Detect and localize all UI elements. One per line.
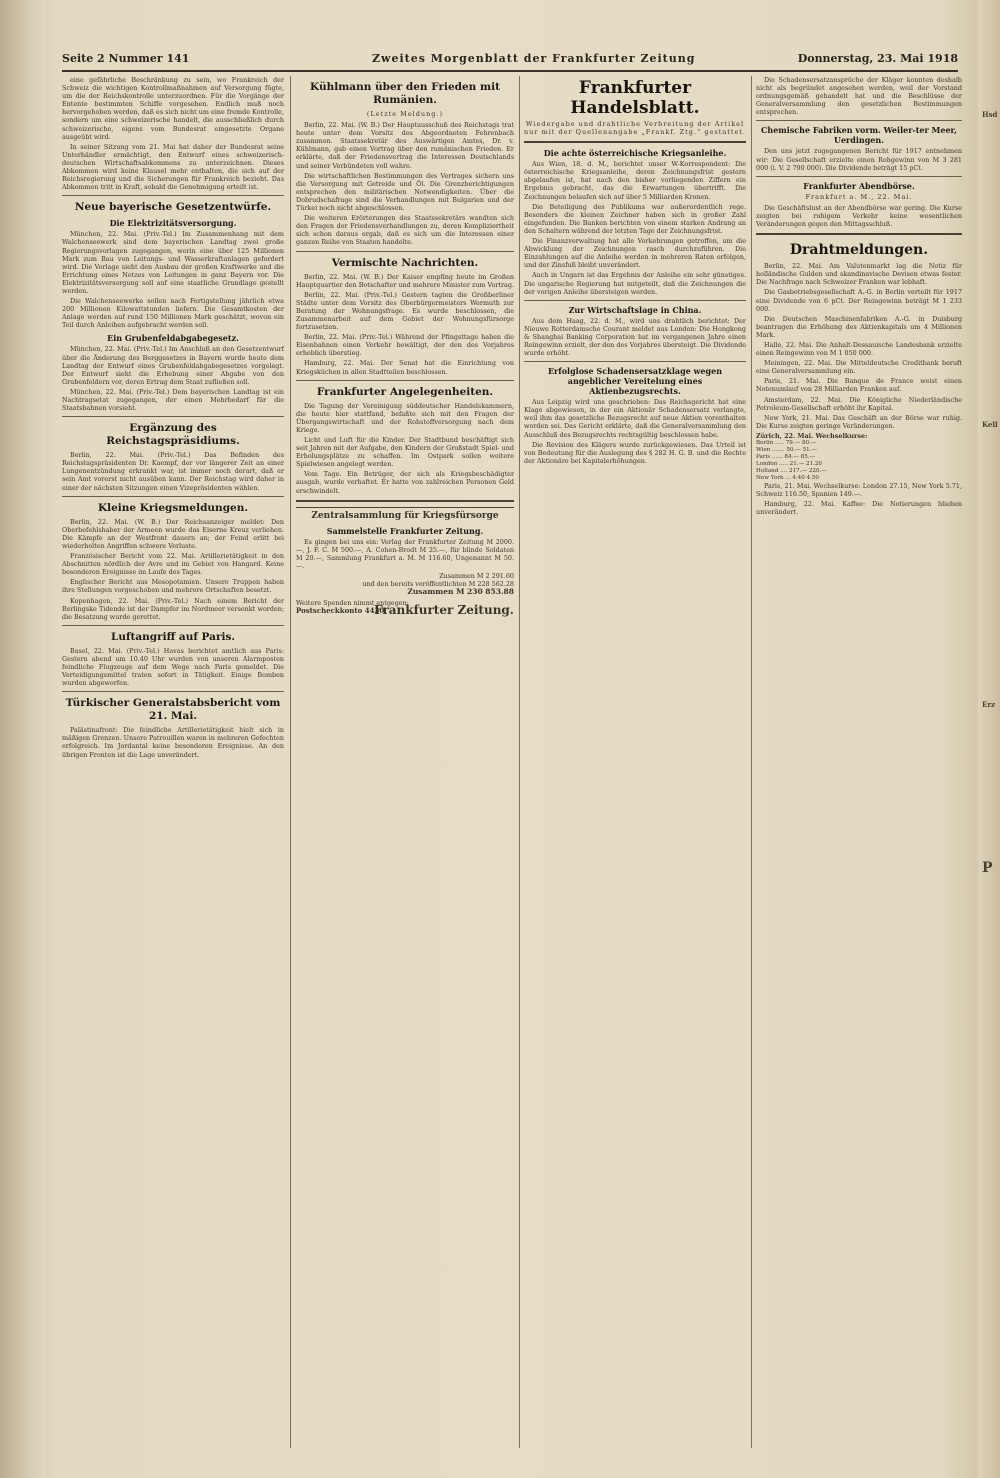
article-text: Die Gasbetriebsgesellschaft A.-G. in Berlin verteilt für 1917 eine Dividende von 6 pCt. Der Reingewinn beträgt M 1 233 000. — [756, 288, 962, 313]
column-rule — [751, 76, 752, 1448]
table-row: Holland .... 217.— 220.— — [756, 468, 827, 474]
article-heading: Frankfurter Angelegenheiten. — [316, 385, 494, 398]
article-text: Basel, 22. Mai. (Priv.-Tel.) Havas berichtet amtlich aus Paris: Gestern abend um 10.40 Uhr wurden von unseren Alarmposten feindliche Flugzeuge auf dem Wege nach Paris gemeldet. Die Verteidigungsmittel traten sofort in Tätigkeit. Einige Bomben wurden abgeworfen. — [62, 646, 284, 688]
article-heading: Frankfurter Abendbörse. — [803, 180, 915, 191]
article-text: Auch in Ungarn ist das Ergebnis der Anleihe ein sehr günstiges. Die ungarische Regierung hat mitgeteilt, daß die Zeichnungen die der vorigen Anleihe übersteigen werden. — [524, 271, 746, 296]
article-text: Die Deutschen Maschinenfabriken A.-G. in Duisburg beantragen die Erhöhung des Aktienkapitals um 4 Millionen Mark. — [756, 314, 962, 339]
table-row: Paris ...... 84.— 85.— — [756, 454, 816, 460]
article-text: Hamburg, 22. Mai. Kaffee: Die Notierungen blieben unverändert. — [756, 500, 962, 517]
article-heading: Kühlmann über den Frieden mit Rumänien. — [310, 81, 500, 106]
donation-heading: Zentralsammlung für Kriegsfürsorge — [296, 507, 514, 522]
article-text: Die Walchenseewerke sollen nach Fertigstellung jährlich etwa 200 Millionen Kilowattstunden liefern. Die Gesamtkosten der Anlage werden auf rund 150 Millionen Mark geschätzt, wovon ein Teil durch Anleihen aufgebracht werden soll. — [62, 297, 284, 330]
article-subheading: Die Elektrizitätsversorgung. — [109, 218, 237, 229]
article-text: Berlin, 22. Mai. (Priv.-Tel.) Das Befinden des Reichstagspräsidenten Dr. Kaempf, der vor längerer Zeit an einer Lungenentzündung erkrankt war, ist immer noch derart, daß er sein Amt vorerst nicht ausüben kann. Der Reichstag wird daher in einer der nächsten Sitzungen einen Vizepräsidenten wählen. — [62, 451, 284, 492]
article-heading: Ergänzung des Reichstagspräsidiums. — [106, 422, 240, 448]
article-text: Licht und Luft für die Kinder. Der Stadtbund beschäftigt sich seit Jahren mit der Aufgabe, den Kindern der Großstadt Spiel- und Erholungsplätze zu schaffen. Im Ostpark sollen weitere Spielwiesen angelegt werden. — [296, 436, 514, 469]
article-heading: Luftangriff auf Paris. — [110, 630, 236, 643]
article-text: Aus Wien, 18. d. M., berichtet unser W-Korrespondent: Die österreichische Kriegsanleihe, deren Zeichnungsfrist gestern abgelaufen ist, hat nach den bisher vorliegenden Ziffern ein Ergebnis gebracht, das die Erwartungen übertrifft. Die Zeichnungen belaufen sich auf über 5 Milliarden Kronen. — [524, 160, 746, 201]
donation-list: Es gingen bei uns ein: Verlag der Frankfurter Zeitung M 2000.—, J. F. C. M 500.—, A. Cohen-Brodt M 25.—, für blinde Soldaten M 20.—, Sammlung Frankfurt a. M. M 116.60, Ungenannt M 50.—. — [296, 537, 514, 570]
article-text: New York, 21. Mai. Das Geschäft an der Börse war ruhig. Die Kurse zeigten geringe Veränderungen. — [756, 413, 962, 430]
article-text: Die Tagung der Vereinigung süddeutscher Handelskammern, die heute hier stattfand, befaßte sich mit den Fragen der Übergangswirtschaft und der Rohstoffversorgung nach dem Kriege. — [296, 401, 514, 434]
exchange-table — [756, 440, 962, 482]
article-text: Den uns jetzt zugegangenen Bericht für 1917 entnehmen wir: Die Gesellschaft erzielte einen Rohgewinn von M 3 281 000 (i. V. 2 790 000). Die Dividende beträgt 15 pCt. — [756, 147, 962, 172]
article-text: Paris, 21. Mai. Die Banque de France weist einen Notenumlauf von 28 Milliarden Franken auf. — [756, 377, 962, 394]
article-text: Berlin, 22. Mai. (W. B.) Der Kaiser empfing heute im Großen Hauptquartier den Botschafter und mehrere Minister zum Vortrag. — [296, 272, 514, 289]
article-heading: Türkischer Generalstabsbericht vom 21. Mai. — [65, 697, 281, 723]
article-text: Die Geschäftslust an der Abendbörse war gering. Die Kurse zeigten bei ruhigem Verkehr keine wesentlichen Veränderungen gegen den Mittagsschluß. — [756, 203, 962, 229]
column-1 — [62, 76, 284, 1448]
article-text: Palästinafront: Die feindliche Artillerietätigkeit hielt sich in mäßigen Grenzen. Unsere Patrouillen waren in mehreren Gefechten erfolgreich. Im Jordantal keine besonderen Ereignisse. An den übrigen Fronten ist die Lage unverändert. — [62, 726, 284, 759]
exchange-table-title: Zürich, 22. Mai. Wechselkurse: — [756, 431, 868, 440]
article-text: München, 22. Mai. (Priv.-Tel.) Im Zusammenhang mit dem Walchenseewerk sind dem bayerischen Landtag zwei große Regierungsvorlagen zugegangen, worin eine über 125 Millionen Mark zum Bau von Leitungs- und Wasserkraftanlagen gefordert wird. Die Vorlage sieht den Ausbau der großen Kraftwerke und die Errichtung eines Netzes von Leitungen in ganz Bayern vor. Die Elektrizitätsversorgung soll auf eine staatliche Grundlage gestellt werden. — [62, 230, 284, 295]
article-text: Berlin, 22. Mai. Am Valutenmarkt lag die Notiz für holländische Gulden und skandinavische Devisen etwas fester. Die Nachfrage nach Schweizer Franken war lebhaft. — [756, 262, 962, 287]
article-text: München, 22. Mai. (Priv.-Tel.) Im Anschluß an den Gesetzentwurf über die Änderung des Berggesetzes in Bayern wurde heute dem Landtag der Entwurf eines Grubenfeldabgabegesetzes vorgelegt. Der Entwurf sieht die Erhebung einer Abgabe von den Grubenfeldern vor, deren Ertrag dem Staat zufließen soll. — [62, 345, 284, 386]
column-rule — [519, 76, 520, 1448]
donation-subtotal: Zusammen M 2 291.60 — [439, 572, 514, 581]
article-text: Paris, 21. Mai. Wechselkurse: London 27.15, New York 5.71, Schweiz 116.50, Spanien 149.—. — [756, 482, 962, 499]
article-text: eine gefährliche Beschränkung zu sein, wo Frankreich der Schweiz die wichtigen Kontrollmaßnahmen auf Versorgung fügte, um die der Reichskontrolle unterzuordnen. Für die Vorgänge der Entente bestimmten Schiffe vorgesehen. Endlich muß noch hervorgehoben werden, daß es sich nicht um eine fremde Kontrolle, sondern um eine schweizerische handelt, die ausschließlich durch schweizerische, eigens vom Bundesrat eingesetzte Organe ausgeübt wird. — [62, 76, 284, 141]
article-text: Die Schadensersatzansprüche der Kläger konnten deshalb nicht als begründet angesehen werden, weil der Vorstand ordnungsgemäß gehandelt hat und die Beschlüsse der Generalversammlung den gesetzlichen Bestimmungen entsprechen. — [756, 76, 962, 117]
article-heading: Erfolglose Schadensersatzklage wegen angeblicher Vereitelung eines Aktienbezugsrechts. — [547, 366, 723, 397]
article-text: Die Beteiligung des Publikums war außerordentlich rege. Besonders die kleinen Zeichner haben sich in großer Zahl eingefunden. Die Banken berichten von einem starken Andrang an den Schaltern während der letzten Tage der Zeichnungsfrist. — [524, 202, 746, 235]
article-subheading: Ein Grubenfeldabgabegesetz. — [107, 333, 239, 344]
edge-fragment: Kell — [982, 420, 998, 429]
donation-total: Zusammen M 230 853.88 — [407, 587, 514, 597]
article-text: Berlin, 22. Mai. (W. B.) Der Reichsanzeiger meldet: Den Oberbefehlshaber der Armeen wurde das Eiserne Kreuz verliehen. Die Kämpfe an der Westfront dauern an; der Feind erlitt bei wiederholten Angriffen schwere Verluste. — [62, 517, 284, 550]
article-text: Französischer Bericht vom 22. Mai. Artillerietätigkeit in den Abschnitten nördlich der Avre und im Gebiet von Hangard. Keine besonderen Ereignisse im Laufe des Tages. — [62, 552, 284, 577]
book-spine — [0, 0, 46, 1478]
edge-fragment: Erz — [982, 700, 995, 709]
article-text: Meiningen, 22. Mai. Die Mitteldeutsche Creditbank beruft eine Generalversammlung ein. — [756, 359, 962, 376]
article-text: Aus dem Haag, 22. d. M., wird uns drahtlich berichtet: Der Nieuwe Rotterdamsche Courant meldet aus London: Die Hongkong & Shanghai Banking Corporation hat im vergangenen Jahre einen Reingewinn erzielt, der den des Vorjahres übersteigt. Die Dividende wurde erhöht. — [524, 316, 746, 358]
article-text: Vom Tage. Ein Betrüger, der sich als Kriegsbeschädigter ausgab, wurde verhaftet. Er hatte von zahlreichen Personen Geld erschwindelt. — [296, 470, 514, 495]
article-dateline: Frankfurt a. M., 22. Mai. — [805, 192, 913, 201]
issue-date: Donnerstag, 23. Mai 1918 — [797, 52, 958, 65]
article-text: München, 22. Mai. (Priv.-Tel.) Dem bayerischen Landtag ist ein Nachtragsetat zugegangen, der einen Mehrbedarf für die Staatsbahnen vorsieht. — [62, 387, 284, 413]
article-text: Englischer Bericht aus Mesopotamien. Unsere Truppen haben ihre Stellungen vorgeschoben und mehrere Ortschaften besetzt. — [62, 578, 284, 595]
article-text: Die weiteren Erörterungen des Staatssekretärs wandten sich den Fragen der Friedensverhandlungen zu, deren Kompliziertheit sich schon daraus ergab, daß es sich um die Interessen einer ganzen Reihe von Staaten handelte. — [296, 214, 514, 247]
article-heading: Zur Wirtschaftslage in China. — [568, 304, 702, 315]
article-text: Die wirtschaftlichen Bestimmungen des Vertrages sichern uns die Versorgung mit Getreide und Öl. Die Grenzberichtigungen entsprechen den militärischen Notwendigkeiten. Über die Dobrudschafrage sind die Verhandlungen mit Bulgarien und der Türkei noch nicht abgeschlossen. — [296, 171, 514, 213]
page-header — [62, 46, 958, 72]
article-text: Amsterdam, 22. Mai. Die Königliche Niederländische Petroleum-Gesellschaft erhöht ihr Kapital. — [756, 395, 962, 412]
article-text: Aus Leipzig wird uns geschrieben: Das Reichsgericht hat eine Klage abgewiesen, in der ein Aktionär Schadensersatz verlangte, weil ihm das gesetzliche Bezugsrecht auf neue Aktien vorenthalten worden sei. Das Gericht erklärte, daß die Generalversammlung den Ausschluß des Bezugsrechts rechtsgültig beschlossen habe. — [524, 398, 746, 439]
table-row: Wien ....... 50.— 51.— — [756, 447, 818, 453]
article-text: Halle, 22. Mai. Die Anhalt-Dessauische Landesbank erzielte einen Reingewinn von M 1 050 000. — [756, 340, 962, 358]
article-heading: Die achte österreichische Kriegsanleihe. — [543, 148, 727, 159]
section-title: Drahtmeldungen. — [789, 242, 929, 259]
section-title: Frankfurter Handelsblatt. — [570, 78, 700, 118]
donation-subheading: Sammelstelle Frankfurter Zeitung. — [326, 525, 484, 536]
table-row: New York ... 4.40 4.50 — [756, 475, 819, 481]
column-4 — [756, 76, 962, 1448]
column-rule — [290, 76, 291, 1448]
article-text: Berlin, 22. Mai. (Priv.-Tel.) Während der Pfingsttage haben die Eisenbahnen einen Verkehr bewältigt, der den des Vorjahres erheblich überstieg. — [296, 333, 514, 358]
article-text: Kopenhagen, 22. Mai. (Priv.-Tel.) Nach einem Bericht der Berlingske Tidende ist der Dampfer im Nordmeer versenkt worden; die Besatzung wurde gerettet. — [62, 596, 284, 621]
page-number: Seite 2 Nummer 141 — [62, 52, 190, 65]
article-text: Die Finanzverwaltung hat alle Vorkehrungen getroffen, um die Abwicklung der Zeichnungen rasch durchzuführen. Die Einzahlungen auf die Anleihe werden in mehreren Raten erfolgen, und der Zinsfuß bleibt unverändert. — [524, 237, 746, 270]
edge-fragment: Hsd — [982, 110, 998, 119]
next-page-edge — [978, 0, 1000, 1478]
postscheck-account: Postscheckkonto 4430. — [296, 606, 387, 616]
column-3 — [524, 76, 746, 1448]
section-note: Wiedergabe und drahtliche Verbreitung der Artikel nur mit der Quellenangabe „Frankf. Ztg.“ gestattet. — [524, 120, 746, 137]
newspaper-name: Zweites Morgenblatt der Frankfurter Zeitung — [372, 52, 696, 65]
donation-note: Weitere Spenden nimmt entgegen: — [296, 599, 409, 608]
table-row: London ..... 21.— 21.20 — [756, 461, 822, 467]
table-row: Berlin ..... 79.— 80.— — [756, 440, 817, 446]
article-heading: Chemische Fabriken vorm. Weiler-ter Meer, Uerdingen. — [761, 125, 957, 146]
brand-name: Frankfurter Zeitung. — [374, 602, 514, 617]
article-text: Berlin, 22. Mai. (Priv.-Tel.) Gestern tagten die Großberliner Städte unter dem Vorsitz des Oberbürgermeisters Wermuth zur Beratung der Wohnungsfrage. Es wurde beschlossen, die Zusammenarbeit auf dem Gebiet der Wohnungsfürsorge fortzusetzen. — [296, 290, 514, 332]
article-heading: Kleine Kriegsmeldungen. — [97, 501, 249, 514]
article-text: Die Revision des Klägers wurde zurückgewiesen. Das Urteil ist von Bedeutung für die Auslegung des § 282 H. G. B. und die Rechte der Aktionäre bei Kapitalerhöhungen. — [524, 440, 746, 465]
article-text: Hamburg, 22. Mai. Der Senat hat die Einrichtung von Kriegsküchen in allen Stadtteilen beschlossen. — [296, 359, 514, 376]
edge-fragment: P — [982, 860, 993, 876]
article-heading: Neue bayerische Gesetzentwürfe. — [74, 201, 272, 214]
article-text: In seiner Sitzung vom 21. Mai hat daher der Bundesrat seine Unterhändler ermächtigt, den Entwurf eines schweizerisch-deutschen Wirtschaftsabkommens zu unterzeichnen. Dieses Abkommen wird keine Klausel mehr enthalten, die sich auf der Reichsregierung und die Sicherungen für Frankreich bezieht. Das Abkommen tritt in Kraft, sobald die Genehmigung erteilt ist. — [62, 142, 284, 192]
column-2 — [296, 76, 514, 1448]
article-subheading: (Letzte Meldung.) — [366, 110, 444, 118]
article-text: Berlin, 22. Mai. (W. B.) Der Hauptausschuß des Reichstags trat heute unter dem Vorsitz des Abgeordneten Fehrenbach zusammen. Staatssekretär des Auswärtigen Amtes, Dr. v. Kühlmann, gab einen Vortrag über den rumänischen Frieden. Er erklärte, daß der Friedensvertrag die Interessen Deutschlands und seiner Verbündeten voll wahre. — [296, 121, 514, 170]
donation-previous: und den bereits veröffentlichten M 228 562.28 — [362, 580, 514, 589]
article-heading: Vermischte Nachrichten. — [331, 256, 479, 269]
